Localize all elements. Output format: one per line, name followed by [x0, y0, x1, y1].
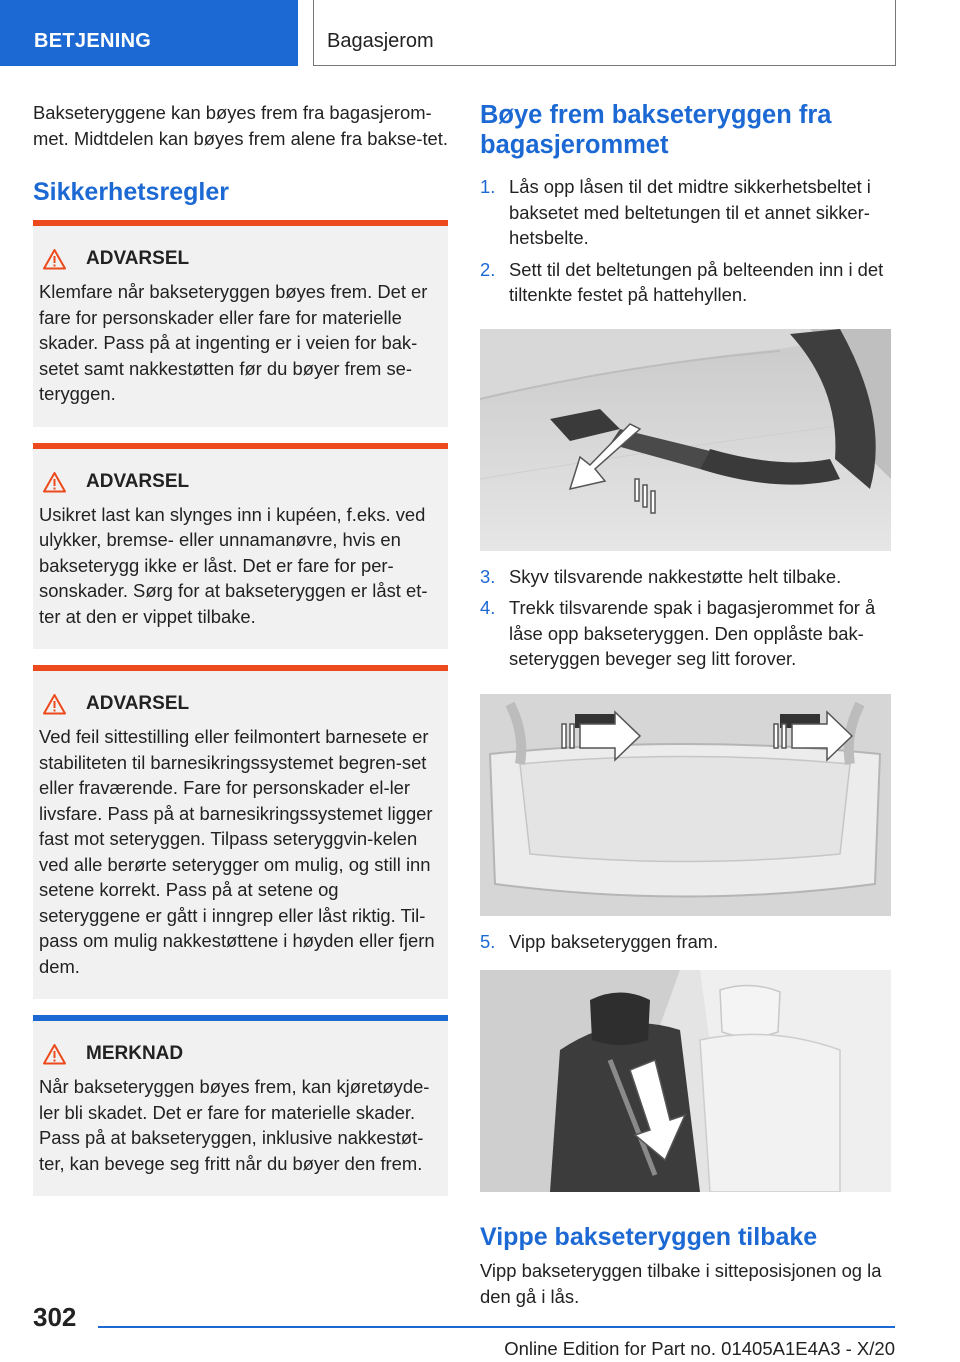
step-number: 2.	[480, 258, 496, 280]
warning-title-text: ADVARSEL	[86, 470, 190, 492]
warning-title-1	[39, 248, 438, 270]
warning-box-3	[33, 665, 448, 999]
trunk-levers-illustration	[480, 694, 891, 916]
warning-triangle-icon	[42, 248, 67, 270]
step-number: 1.	[480, 176, 496, 197]
seat-fold-illustration	[480, 970, 891, 1192]
belt-shelf-illustration	[480, 329, 891, 551]
warning-title-3	[39, 693, 438, 715]
note-text: Når bakseteryggen bøyes frem, kan kjøretøyde-ler bli skadet. Det er fare for materielle skader. Pass på at bakseteryggen, inklusive nakkestøt-ter, kan bevege seg fritt når du bøyer den frem.	[39, 1076, 430, 1174]
step-number: 3.	[480, 565, 496, 587]
warning-text: Klemfare når bakseteryggen bøyes frem. Det er fare for personskader eller fare for materielle skader. Pass på at ingenting er i veien for bak-setet samt nakkestøtten før du bøyer frem se-teryggen.	[39, 281, 428, 404]
fold-section-heading: Bøye frem bakseteryggen fra bagasjerommet	[480, 101, 832, 159]
intro-paragraph: Bakseteryggene kan bøyes frem fra bagasjerom-met. Midtdelen kan bøyes frem alene fra bakse-tet.	[33, 102, 449, 149]
step-text: Vipp bakseteryggen fram.	[509, 930, 719, 952]
warning-box-1	[33, 220, 448, 427]
note-title	[39, 1043, 438, 1065]
tilt-section-heading: Vippe bakseteryggen tilbake	[480, 1223, 818, 1251]
header-section-tab	[0, 0, 298, 66]
warning-text: Ved feil sittestilling eller feilmontert barnesete er stabiliteten til barnesikringssystemet begren-set eller fraværende. Fare for personskader el-ler livsfare. Pass på at barnesikringssystemet ligger fast mot seteryggen. Tilpass seteryggvin-kelen ved alle berørte seterygger om mulig, og still inn setene korrekt. Pass på at setene og seteryggene er gått i inngrep eller låst riktig. Til-pass om mulig nakkestøttene i høyden eller fjern dem.	[39, 726, 435, 977]
step-item	[480, 257, 891, 308]
steps-list-a	[480, 174, 891, 308]
step-number: 5.	[480, 930, 496, 952]
warning-triangle-icon	[42, 471, 67, 493]
step-item	[480, 595, 891, 672]
note-title-text: MERKNAD	[86, 1043, 184, 1064]
step-number: 4.	[480, 597, 496, 618]
header-topic	[313, 0, 896, 66]
warning-title-text: ADVARSEL	[86, 248, 190, 269]
footer-divider	[98, 1326, 895, 1328]
right-column	[480, 100, 891, 1309]
header-topic-label: Bagasjerom	[327, 30, 434, 52]
note-box	[33, 1015, 448, 1196]
steps-list-b	[480, 564, 891, 672]
page-number: 302	[33, 1302, 77, 1332]
step-item	[480, 929, 891, 955]
warning-text: Usikret last kan slynges inn i kupéen, f.eks. ved ulykker, bremse- eller unnamanøvre, hvis en bakseterygg ikke er låst. Det er fare for per-sonskader. Sørg for at bakseteryggen er låst et-ter at den er vippet tilbake.	[39, 503, 428, 627]
warning-box-2	[33, 443, 448, 650]
header-section-label: BETJENING	[34, 30, 152, 52]
step-item	[480, 174, 891, 251]
step-text: Trekk tilsvarende spak i bagasjerommet for å låse opp bakseteryggen. Den opplåste bak-seteryggen beveger seg litt forover.	[509, 597, 876, 669]
footer-edition: Online Edition for Part no. 01405A1E4A3 - X/20	[504, 1338, 895, 1359]
step-text: Sett til det beltetungen på belteenden inn i det tiltenkte festet på hattehyllen.	[509, 258, 884, 305]
left-column	[33, 100, 448, 1196]
warning-triangle-icon	[42, 693, 67, 715]
step-text: Skyv tilsvarende nakkestøtte helt tilbake.	[509, 565, 842, 587]
warning-title-2	[39, 471, 438, 493]
warning-title-text: ADVARSEL	[86, 693, 190, 714]
safety-heading: Sikkerhetsregler	[33, 178, 229, 206]
step-text: Lås opp låsen til det midtre sikkerhetsbeltet i baksetet med beltetungen til et annet sikker-hetsbelte.	[509, 176, 871, 248]
step-item	[480, 564, 891, 590]
steps-list-c	[480, 929, 891, 955]
warning-triangle-icon	[42, 1043, 67, 1065]
tilt-section-text: Vipp bakseteryggen tilbake i sitteposisjonen og la den gå i lås.	[480, 1260, 882, 1307]
